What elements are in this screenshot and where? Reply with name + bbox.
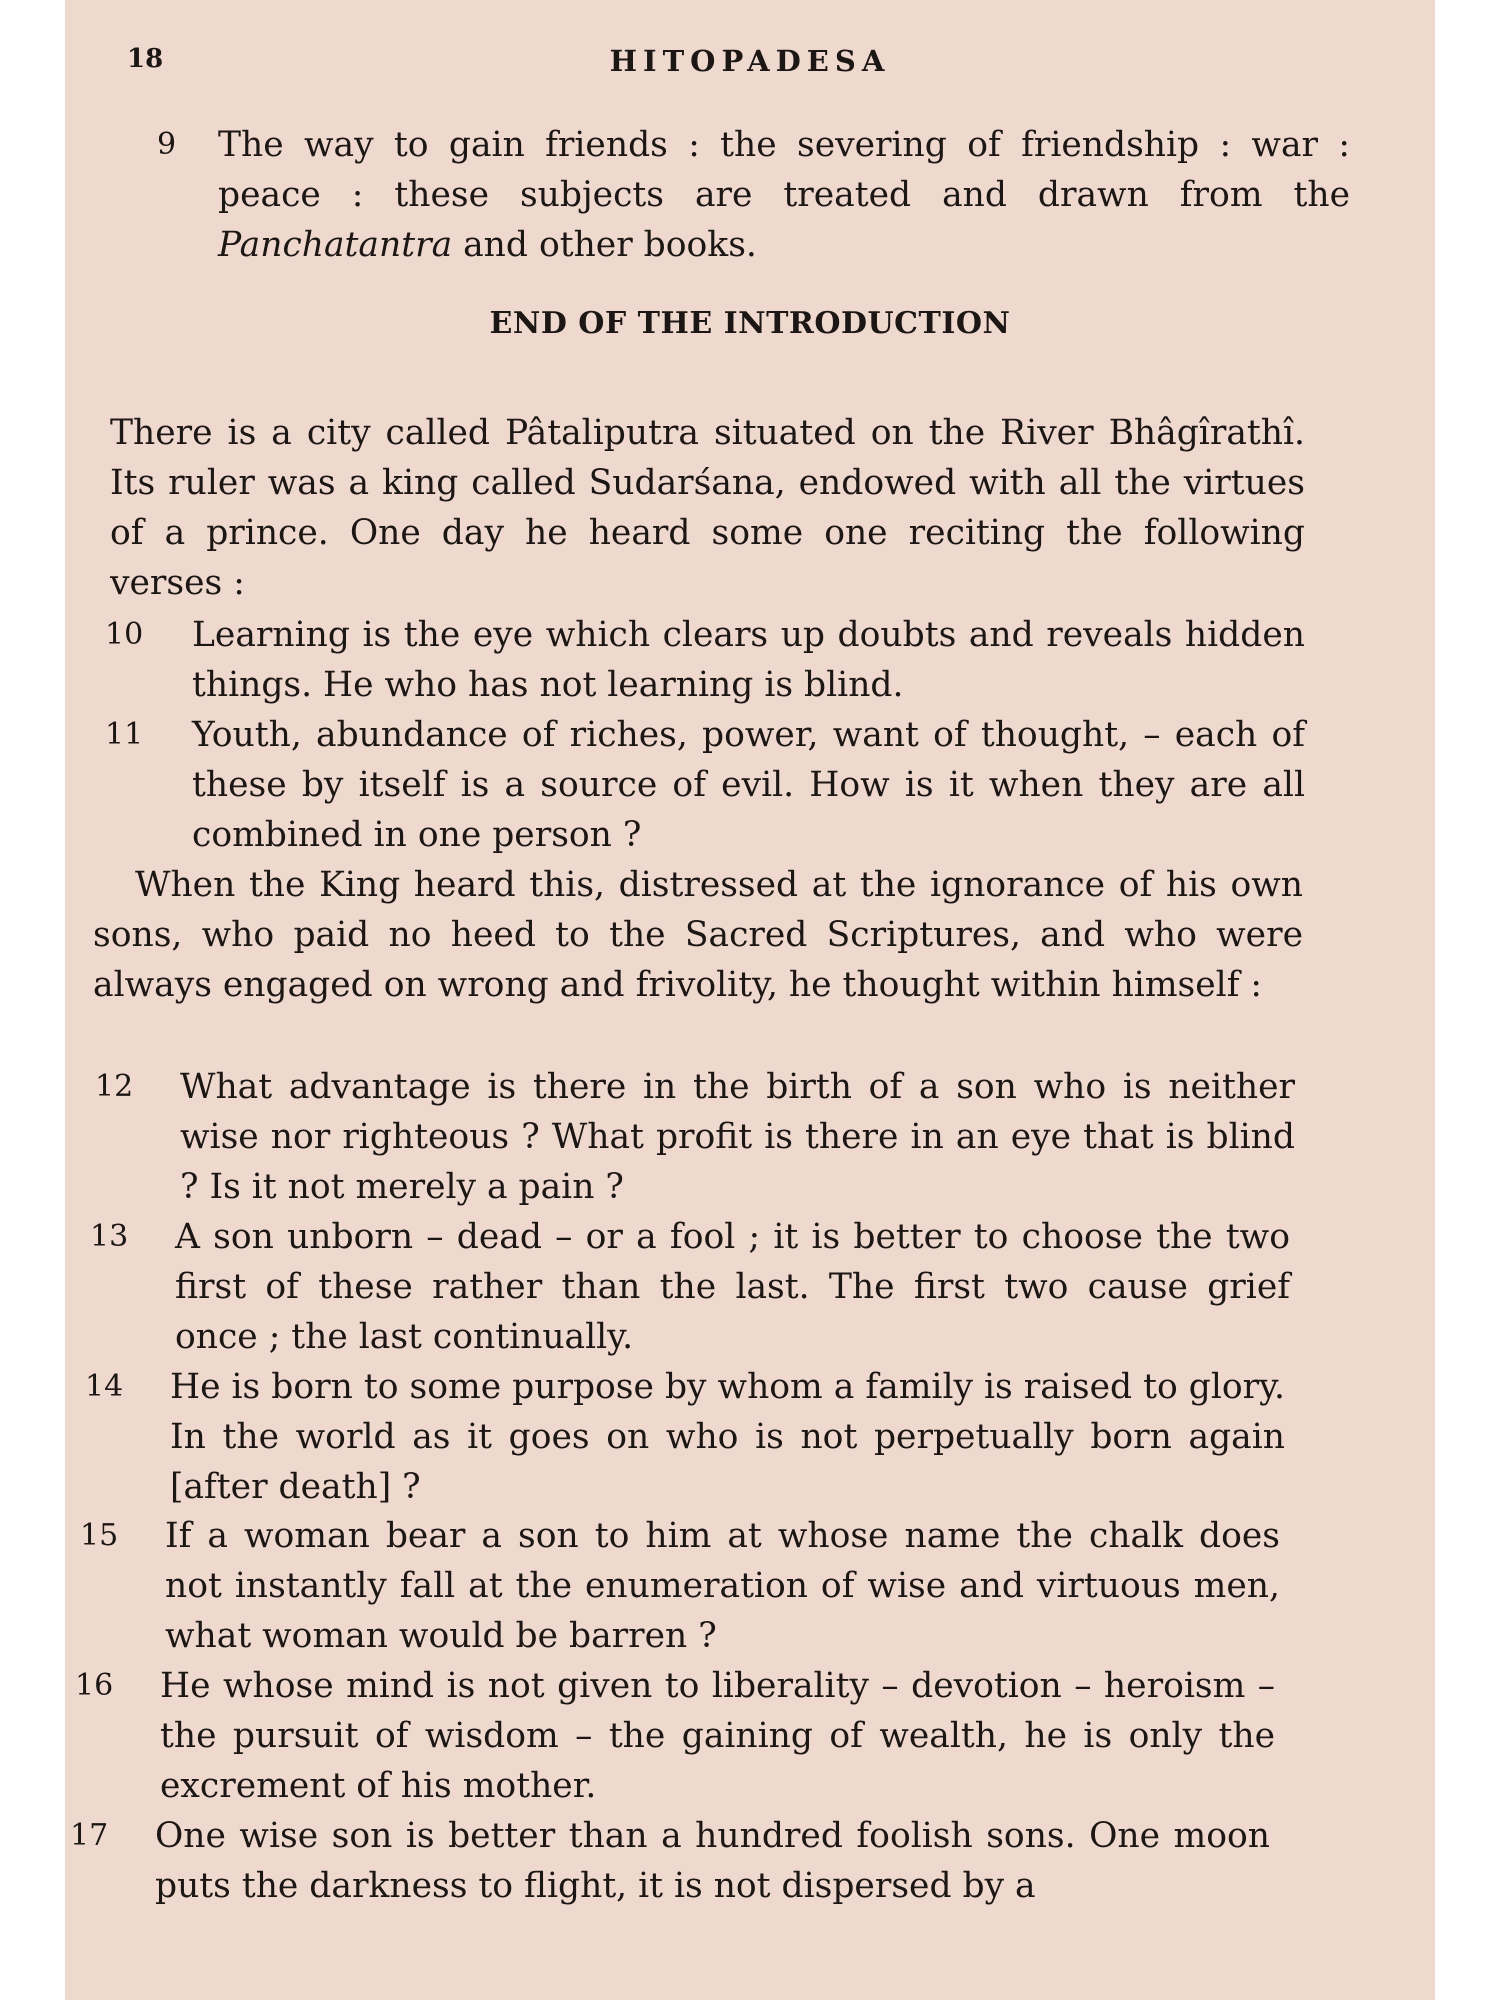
verse-13 xyxy=(90,1212,1290,1362)
page-number: 18 xyxy=(127,44,164,74)
verse-number: 12 xyxy=(95,1069,134,1104)
verse-text: One wise son is better than a hundred foolish sons. One moon puts the darkness to flight, it is not dispersed by a xyxy=(155,1816,1270,1906)
verse-number: 15 xyxy=(80,1518,119,1553)
verse-text: If a woman bear a son to him at whose name the chalk does not instantly fall at the enumeration of wise and virtuous men, what woman would be barren ? xyxy=(165,1516,1280,1656)
verse-text: He whose mind is not given to liberality – devotion – heroism – the pursuit of wisdom – the gaining of wealth, he is only the excrement of his mother. xyxy=(160,1666,1275,1806)
verse-text: The way to gain friends : the severing of friendship : war : peace : these subjects are treated and drawn from the Panchatantra and other books. xyxy=(218,125,1350,265)
verse-text: Learning is the eye which clears up doubts and reveals hidden things. He who has not learning is blind. xyxy=(192,615,1305,705)
verse-15 xyxy=(80,1511,1280,1661)
verse-10 xyxy=(105,610,1305,710)
section-heading: END OF THE INTRODUCTION xyxy=(489,306,1011,341)
page-header xyxy=(65,40,1435,90)
verse-11 xyxy=(105,710,1305,860)
verse-number: 10 xyxy=(105,617,144,652)
verse-text: What advantage is there in the birth of a son who is neither wise nor righteous ? What profit is there in an eye that is blind ? Is it not merely a pain ? xyxy=(180,1067,1295,1207)
running-title: HITOPADESA xyxy=(609,44,891,78)
book-title-italic: Panchatantra xyxy=(218,225,453,265)
verse-number: 16 xyxy=(75,1668,114,1703)
paragraph-king: When the King heard this, distressed at the ignorance of his own sons, who paid no heed to the Sacred Scriptures, and who were always engaged on wrong and frivolity, he thought within himself : xyxy=(93,865,1303,1005)
verse-number: 9 xyxy=(157,127,177,162)
verse-text: He is born to some purpose by whom a family is raised to glory. In the world as it goes on who is not perpetually born again [after death] ? xyxy=(170,1367,1285,1507)
verse-number: 17 xyxy=(70,1818,109,1853)
verse-text: A son unborn – dead – or a fool ; it is better to choose the two first of these rather than the last. The first two cause grief once ; the last continually. xyxy=(175,1217,1290,1357)
verse-number: 11 xyxy=(105,717,144,752)
book-page xyxy=(65,0,1435,2000)
verse-number: 13 xyxy=(90,1219,129,1254)
verse-9 xyxy=(115,120,1350,270)
verse-number: 14 xyxy=(85,1369,124,1404)
verse-12 xyxy=(95,1062,1295,1212)
paragraph-city: There is a city called Pâtaliputra situated on the River Bhâgîrathî. Its ruler was a king called Sudarśana, endowed with all the virtues of a prince. One day he heard some one reciting the following verses : xyxy=(110,413,1305,603)
verse-17 xyxy=(70,1811,1270,1911)
verse-14 xyxy=(85,1362,1285,1512)
verse-16 xyxy=(75,1661,1275,1811)
verse-text: Youth, abundance of riches, power, want of thought, – each of these by itself is a source of evil. How is it when they are all combined in one person ? xyxy=(192,715,1305,855)
